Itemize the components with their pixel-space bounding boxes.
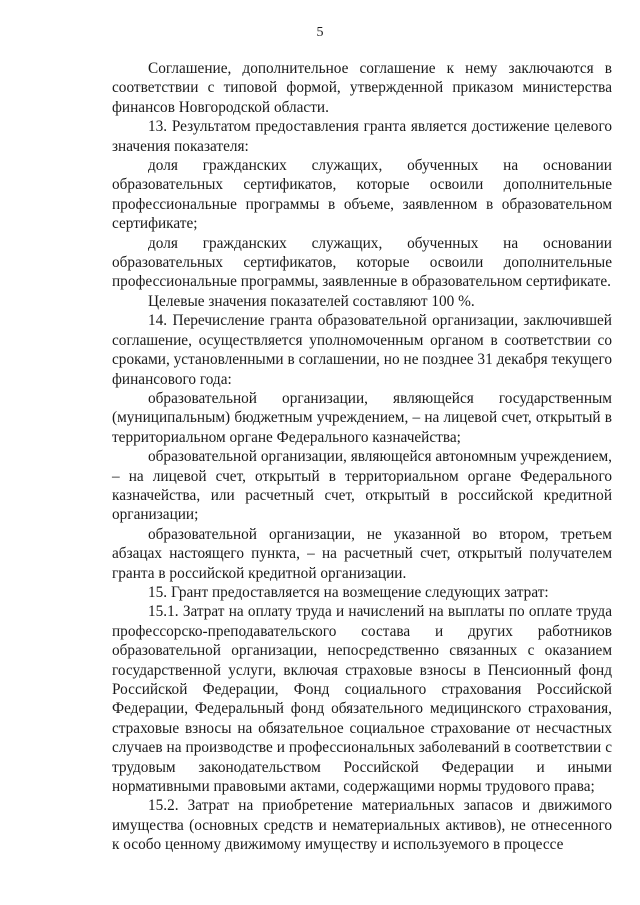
paragraph-agreement-form: Соглашение, дополнительное соглашение к нему заключаются в соответствии с типовой формой, утвержденной приказом министерства финансов Новгородской области.	[112, 60, 612, 116]
paragraph-13-grant-result: 13. Результатом предоставления гранта является достижение целевого значения показателя:	[112, 118, 612, 155]
paragraph-15-1-labor-costs: 15.1. Затрат на оплату труда и начислений на выплаты по оплате труда профессорско-преподавательского состава и других работников образовательной организации, непосредственно связанных с оказанием государственной услуги, включая страховые взносы в Пенсионный фонд Российской Федерации, Фонд социального страхования Российской Федерации, Федеральный фонд обязательного медицинского страхования, страховые взносы на обязательное социальное страхование от несчастных случаев на производстве и профессиональных заболеваний в соответствии с трудовым законодательством Российской Федерации и иными нормативными правовыми актами, содержащими нормы трудового права;	[112, 603, 612, 796]
paragraph-budget-institution: образовательной организации, являющейся государственным (муниципальным) бюджетным учреждением, – на лицевой счет, открытый в территориальном органе Федерального казначейства;	[112, 389, 612, 446]
paragraph-autonomous-institution: образовательной организации, являющейся автономным учреждением, – на лицевой счет, открытый в территориальном органе Федерального казначейства, или расчетный счет, открытый в российской кредитной организации;	[112, 448, 612, 524]
paragraph-target-values: Целевые значения показателей составляют 100 %.	[148, 292, 475, 310]
document-body	[112, 59, 612, 855]
paragraph-14-grant-transfer: 14. Перечисление гранта образовательной организации, заключившей соглашение, осуществляется уполномоченным органом в соответствии со сроками, установленными в соглашении, но не позднее 31 декабря текущего финансового года:	[112, 312, 612, 388]
paragraph-indicator-share-volume: доля гражданских служащих, обученных на основании образовательных сертификатов, которые освоили дополнительные профессиональные программы в объеме, заявленном в образовательном сертификате;	[112, 157, 612, 233]
paragraph-indicator-share-programs: доля гражданских служащих, обученных на основании образовательных сертификатов, которые освоили дополнительные профессиональные программы, заявленные в образовательном сертификате.	[112, 234, 612, 291]
paragraph-other-organization: образовательной организации, не указанной во втором, третьем абзацах настоящего пункта, – на расчетный счет, открытый получателем гранта в российской кредитной организации.	[112, 525, 612, 582]
page-number: 5	[316, 25, 324, 40]
paragraph-15-cost-reimbursement: 15. Грант предоставляется на возмещение следующих затрат:	[148, 583, 549, 601]
paragraph-15-2-material-costs: 15.2. Затрат на приобретение материальных запасов и движимого имущества (основных средств и нематериальных активов), не отнесенного к особо ценному движимому имуществу и используемого в процессе	[112, 797, 612, 854]
